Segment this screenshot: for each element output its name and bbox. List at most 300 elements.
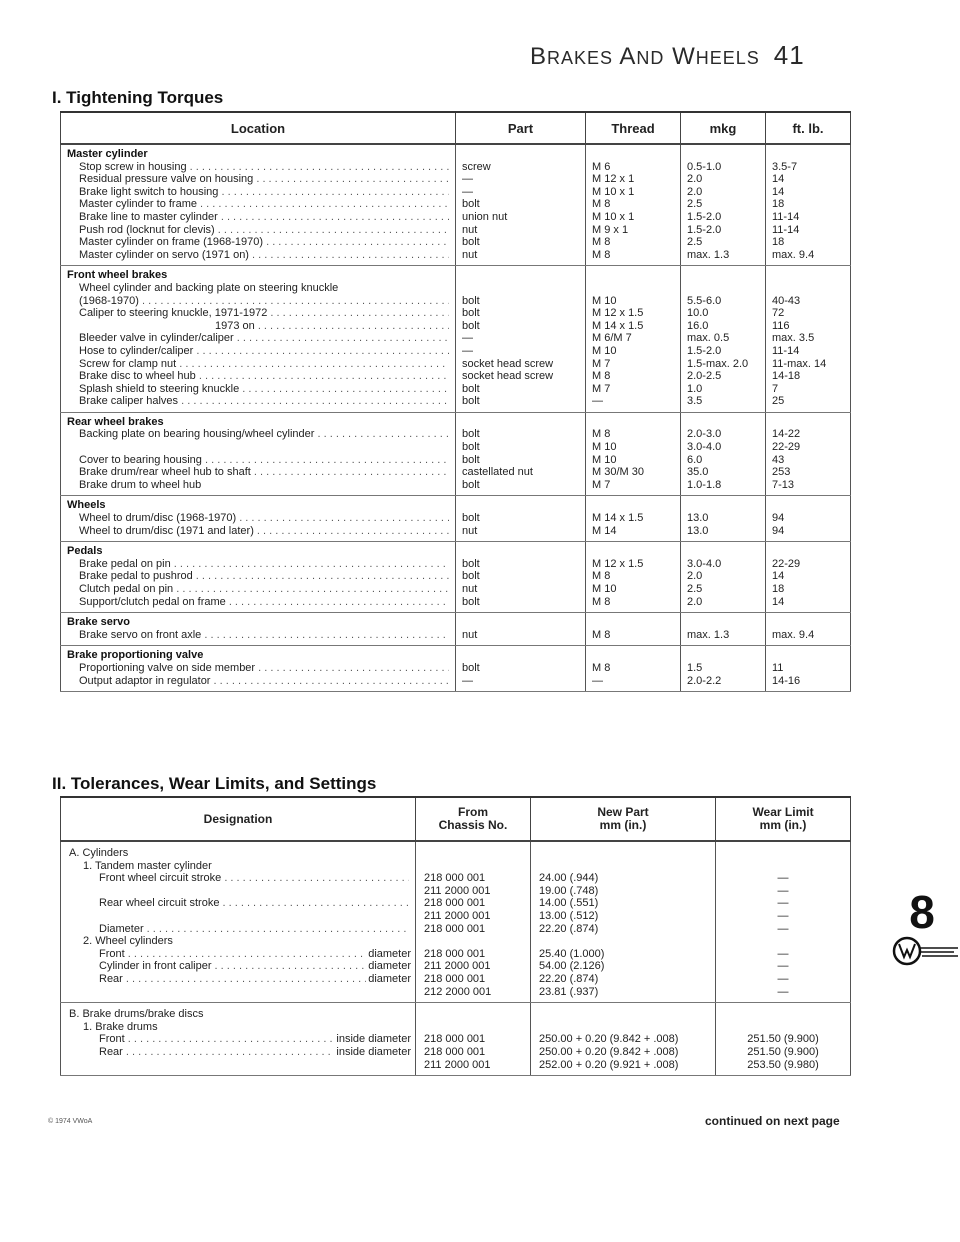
tolerance-chassis xyxy=(424,1008,530,1021)
torque-ftlb: 72 xyxy=(772,307,785,320)
torque-part: nut xyxy=(462,223,478,236)
torque-location: Brake pedal to pushrod . . . xyxy=(67,570,449,583)
cell-loc xyxy=(61,646,456,692)
torque-mkg: 1.5 xyxy=(687,661,703,674)
tolerance-newpart: 22.20 (.874) xyxy=(539,972,599,985)
copyright: © 1974 VWoA xyxy=(48,1118,93,1125)
torque-mkg: 3.0-4.0 xyxy=(687,441,722,454)
torque-ftlb: max. 9.4 xyxy=(772,248,815,261)
torque-mkg: 2.0-3.0 xyxy=(687,428,722,441)
torque-ftlb: 18 xyxy=(772,198,785,211)
torque-ftlb: max. 3.5 xyxy=(772,332,815,345)
cell-loc xyxy=(61,412,456,496)
torque-location: Master cylinder on servo (1971 on) . . . xyxy=(67,249,449,262)
torques-header-row xyxy=(61,112,851,144)
torque-ftlb: 22-29 xyxy=(772,557,801,570)
running-head xyxy=(530,40,805,71)
torque-location: Wheel to drum/disc (1971 and later) . . . xyxy=(67,525,449,538)
torque-part: union nut xyxy=(462,210,508,223)
torque-part: bolt xyxy=(462,236,480,249)
torque-location: Brake drum to wheel hub xyxy=(79,478,202,491)
cell-ftlb xyxy=(766,646,851,692)
torque-mkg: 2.0-2.2 xyxy=(687,674,722,687)
torque-part: bolt xyxy=(462,382,480,395)
torque-ftlb: 11-14 xyxy=(772,223,800,236)
torque-ftlb: 94 xyxy=(772,512,785,525)
torque-mkg: 2.0 xyxy=(687,185,703,198)
tolerance-newpart: 23.81 (.937) xyxy=(539,985,599,998)
cell-thread xyxy=(586,542,681,613)
torque-mkg: 3.5 xyxy=(687,395,703,408)
tolerance-chassis xyxy=(424,847,530,860)
torque-part: bolt xyxy=(462,395,480,408)
cell-mkg xyxy=(681,144,766,266)
cell-ftlb xyxy=(766,496,851,542)
torque-mkg: 3.0-4.0 xyxy=(687,557,722,570)
torque-ftlb: 18 xyxy=(772,236,785,249)
torque-thread: M 30/M 30 xyxy=(592,466,644,479)
cell-thread xyxy=(586,613,681,646)
cell-part xyxy=(456,613,586,646)
tolerance-wear: 253.50 (9.980) xyxy=(747,1058,819,1071)
tolerance-designation xyxy=(69,986,411,999)
torque-thread: M 14 x 1.5 xyxy=(592,319,644,332)
torque-ftlb: 116 xyxy=(772,319,790,332)
group-title: Wheels xyxy=(67,499,106,512)
torque-thread: M 8 xyxy=(592,236,611,249)
tolerance-wear: — xyxy=(777,960,789,973)
cell-part xyxy=(456,646,586,692)
torque-thread: M 10 xyxy=(592,583,617,595)
cell-mkg xyxy=(681,496,766,542)
tolerance-wear xyxy=(716,1008,850,1021)
torque-location xyxy=(67,441,449,454)
torque-ftlb xyxy=(772,282,850,295)
cell-part xyxy=(456,542,586,613)
torque-mkg: max. 1.3 xyxy=(687,248,730,261)
torque-part: screw xyxy=(462,160,491,173)
torque-part: bolt xyxy=(462,478,480,491)
cell-thread xyxy=(586,266,681,413)
tolerance-designation: Rear wheel circuit stroke . . . xyxy=(69,897,411,910)
torque-thread: M 8 xyxy=(592,198,611,211)
torque-thread: M 7 xyxy=(592,478,611,491)
torque-part: bolt xyxy=(462,294,480,307)
torque-mkg: 2.5 xyxy=(687,198,703,211)
tolerance-newpart: 22.20 (.874) xyxy=(539,922,599,935)
col-mkg: mkg xyxy=(681,112,766,144)
torque-location: Output adaptor in regulator . . . xyxy=(67,675,449,688)
tolerance-wear: 251.50 (9.900) xyxy=(747,1033,819,1046)
page-number: 41 xyxy=(773,40,805,70)
torque-location: Master cylinder to frame . . . xyxy=(67,198,449,211)
torque-location: Wheel to drum/disc (1968-1970) . . . xyxy=(67,512,449,525)
torque-mkg: 2.0-2.5 xyxy=(687,370,722,383)
torque-location: (1968-1970) . . . xyxy=(67,295,449,308)
chapter-number: 8 xyxy=(909,886,935,938)
section-title-tolerances: II. Tolerances, Wear Limits, and Settings xyxy=(52,774,377,793)
torque-location: Splash shield to steering knuckle . . . xyxy=(67,383,449,396)
tolerance-designation: B. Brake drums/brake discs xyxy=(69,1008,204,1021)
torque-thread: M 6 xyxy=(592,160,611,173)
col-designation: Designation xyxy=(61,797,416,841)
torque-group xyxy=(61,613,851,646)
cell-mkg xyxy=(681,266,766,413)
torque-thread: M 10 xyxy=(592,453,617,466)
torque-thread: M 8 xyxy=(592,595,611,608)
torque-ftlb: 14 xyxy=(772,570,785,583)
torque-mkg: 2.5 xyxy=(687,236,703,249)
torque-thread: M 12 x 1.5 xyxy=(592,307,644,320)
torque-part xyxy=(462,282,585,295)
torque-mkg: 2.0 xyxy=(687,173,703,186)
torque-thread: M 9 x 1 xyxy=(592,223,629,236)
torque-ftlb: 7 xyxy=(772,382,779,395)
cell-thread xyxy=(586,496,681,542)
torque-part: bolt xyxy=(462,198,480,211)
torque-location: Stop screw in housing . . . xyxy=(67,161,449,174)
col-thread: Thread xyxy=(586,112,681,144)
cell-newpart xyxy=(531,841,716,1003)
torque-ftlb: 14-16 xyxy=(772,674,801,687)
torque-part: nut xyxy=(462,248,478,261)
chapter-title: BRAKES AND WHEELS xyxy=(530,43,760,70)
tolerance-chassis: 211 2000 001 xyxy=(424,960,491,973)
tolerance-designation xyxy=(69,885,411,898)
cell-mkg xyxy=(681,646,766,692)
tolerance-wear: — xyxy=(777,972,789,985)
tolerances-header-row xyxy=(61,797,851,841)
tolerance-designation xyxy=(69,910,411,923)
torque-part: bolt xyxy=(462,512,480,525)
tolerance-designation: Front wheel circuit stroke . . . xyxy=(69,872,411,885)
torque-thread: M 8 xyxy=(592,570,611,583)
torque-location: Caliper to steering knuckle, 1971-1972 . . . xyxy=(67,307,449,320)
tolerance-chassis xyxy=(424,1021,530,1034)
torque-part: — xyxy=(462,332,473,345)
torque-ftlb: 40-43 xyxy=(772,294,801,307)
continued-note: continued on next page xyxy=(705,1114,840,1128)
torque-mkg: 1.0-1.8 xyxy=(687,478,722,491)
cell-ftlb xyxy=(766,412,851,496)
torque-thread: M 14 xyxy=(592,524,617,537)
col-from-chassis: From Chassis No. xyxy=(416,797,531,841)
torque-part: — xyxy=(462,344,473,357)
col-part: Part xyxy=(456,112,586,144)
torque-location: Residual pressure valve on housing . . . xyxy=(67,173,449,186)
section-title-torques: I. Tightening Torques xyxy=(52,88,224,107)
torque-mkg: 5.5-6.0 xyxy=(687,294,722,307)
torque-location: Brake disc to wheel hub . . . xyxy=(67,370,449,383)
cell-loc xyxy=(61,496,456,542)
group-title: Brake servo xyxy=(67,616,130,629)
torque-location: Brake caliper halves . . . xyxy=(67,395,449,408)
tolerance-wear: — xyxy=(777,947,789,960)
torque-part: bolt xyxy=(462,319,480,332)
torque-part: — xyxy=(462,674,473,687)
tolerance-newpart xyxy=(539,1008,715,1021)
torque-mkg: 2.0 xyxy=(687,595,703,608)
torque-ftlb: 14 xyxy=(772,173,785,186)
cell-wear xyxy=(716,841,851,1003)
torque-mkg: 1.5-2.0 xyxy=(687,210,722,223)
tolerance-wear xyxy=(716,860,850,873)
torque-thread: M 10 xyxy=(592,294,617,307)
tolerance-wear: 251.50 (9.900) xyxy=(747,1045,819,1058)
torque-part: nut xyxy=(462,628,478,641)
tolerance-designation: Front . . . inside diameter xyxy=(69,1033,411,1046)
torque-group xyxy=(61,266,851,413)
torque-thread: M 10 x 1 xyxy=(592,185,635,198)
tolerance-chassis: 218 000 001 xyxy=(424,1033,486,1046)
torque-mkg: 1.5-max. 2.0 xyxy=(687,357,749,370)
torque-thread: M 10 xyxy=(592,441,617,454)
torque-part: socket head screw xyxy=(462,370,554,383)
torque-part: bolt xyxy=(462,428,480,441)
torque-part: bolt xyxy=(462,307,480,320)
tolerance-newpart xyxy=(539,847,715,860)
torque-thread: M 8 xyxy=(592,661,611,674)
torque-thread: M 12 x 1.5 xyxy=(592,557,644,570)
tolerance-designation: 1. Brake drums xyxy=(83,1020,158,1033)
torque-mkg: max. 1.3 xyxy=(687,628,730,641)
cell-newpart xyxy=(531,1003,716,1076)
torque-group xyxy=(61,646,851,692)
torque-thread xyxy=(592,282,680,295)
cell-chassis xyxy=(416,841,531,1003)
tolerance-group xyxy=(61,841,851,1003)
tolerance-designation: 1. Tandem master cylinder xyxy=(83,859,212,872)
torque-ftlb: 25 xyxy=(772,395,785,408)
torque-ftlb: 22-29 xyxy=(772,441,801,454)
vw-logo-icon xyxy=(892,936,960,971)
chapter-tab xyxy=(884,886,960,971)
torque-mkg: 1.5-2.0 xyxy=(687,223,722,236)
cell-ftlb xyxy=(766,613,851,646)
tolerance-designation: Cylinder in front caliper . . . diameter xyxy=(69,960,411,973)
torque-thread: M 8 xyxy=(592,370,611,383)
torque-part: bolt xyxy=(462,557,480,570)
cell-wear xyxy=(716,1003,851,1076)
torque-ftlb: 11 xyxy=(772,661,784,674)
torque-ftlb: 14-22 xyxy=(772,428,801,441)
torque-thread: M 12 x 1 xyxy=(592,173,635,186)
tolerances-table xyxy=(60,796,851,1076)
torque-part: bolt xyxy=(462,570,480,583)
torque-thread: M 8 xyxy=(592,248,611,261)
torque-mkg: 13.0 xyxy=(687,524,709,537)
tolerance-newpart: 25.40 (1.000) xyxy=(539,947,605,960)
tolerance-chassis xyxy=(424,860,530,873)
cell-loc xyxy=(61,613,456,646)
tolerance-wear xyxy=(716,935,850,948)
torque-group xyxy=(61,496,851,542)
torque-mkg: 16.0 xyxy=(687,319,709,332)
tolerance-designation: 2. Wheel cylinders xyxy=(83,935,173,948)
torque-group xyxy=(61,542,851,613)
torque-location: Wheel cylinder and backing plate on steering knuckle xyxy=(79,281,339,294)
tolerance-wear: — xyxy=(777,985,789,998)
tolerance-chassis: 218 000 001 xyxy=(424,947,486,960)
cell-ftlb xyxy=(766,542,851,613)
tolerance-newpart xyxy=(539,935,715,948)
tolerance-chassis: 218 000 001 xyxy=(424,922,486,935)
torque-location: Backing plate on bearing housing/wheel cylinder . . . xyxy=(67,428,449,441)
torque-thread: M 8 xyxy=(592,428,611,441)
torque-thread: M 14 x 1.5 xyxy=(592,512,644,525)
torque-ftlb: 18 xyxy=(772,583,785,595)
torque-thread: M 7 xyxy=(592,382,611,395)
col-ftlb: ft. lb. xyxy=(766,112,851,144)
cell-designation xyxy=(61,1003,416,1076)
torque-ftlb: 94 xyxy=(772,524,785,537)
tolerance-designation: A. Cylinders xyxy=(69,847,129,859)
tolerance-newpart: 250.00 + 0.20 (9.842 + .008) xyxy=(539,1045,679,1058)
torque-part: socket head screw xyxy=(462,357,554,370)
col-new-part: New Part mm (in.) xyxy=(531,797,716,841)
cell-mkg xyxy=(681,613,766,646)
torque-mkg: 1.5-2.0 xyxy=(687,344,722,357)
tolerance-newpart xyxy=(539,860,715,873)
torque-location: Screw for clamp nut . . . xyxy=(67,358,449,371)
tolerance-newpart: 250.00 + 0.20 (9.842 + .008) xyxy=(539,1033,679,1046)
torque-mkg: 0.5-1.0 xyxy=(687,160,722,173)
cell-loc xyxy=(61,266,456,413)
torque-ftlb: 14 xyxy=(772,185,785,198)
torque-thread: M 6/M 7 xyxy=(592,332,632,345)
torque-ftlb: 11-14 xyxy=(772,210,800,223)
torque-part: nut xyxy=(462,583,478,595)
torque-thread: M 10 x 1 xyxy=(592,210,635,223)
torque-part: bolt xyxy=(462,661,480,674)
torque-mkg: 35.0 xyxy=(687,466,709,479)
cell-loc xyxy=(61,144,456,266)
tolerance-chassis: 211 2000 001 xyxy=(424,884,491,897)
torque-location: Master cylinder on frame (1968-1970) . . . xyxy=(67,236,449,249)
tolerance-newpart: 24.00 (.944) xyxy=(539,872,599,885)
torque-part: castellated nut xyxy=(462,466,533,479)
tolerance-designation: Rear . . . diameter xyxy=(69,973,411,986)
tolerance-designation: Rear . . . inside diameter xyxy=(69,1046,411,1059)
torque-mkg: 10.0 xyxy=(687,307,709,320)
torque-location: Brake drum/rear wheel hub to shaft . . . xyxy=(67,466,449,479)
tolerance-newpart: 19.00 (.748) xyxy=(539,884,599,897)
torque-thread: M 8 xyxy=(592,628,611,641)
torque-mkg: 13.0 xyxy=(687,512,709,525)
torque-ftlb: 11-max. 14 xyxy=(772,357,827,370)
tolerance-designation: Diameter . . . xyxy=(69,923,411,936)
tolerance-newpart xyxy=(539,1021,715,1034)
torque-ftlb: 11-14 xyxy=(772,344,800,357)
torque-location: Push rod (locknut for clevis) . . . xyxy=(67,224,449,237)
torque-ftlb: 3.5-7 xyxy=(772,160,798,173)
torque-part: bolt xyxy=(462,453,480,466)
cell-mkg xyxy=(681,542,766,613)
tolerance-chassis: 211 2000 001 xyxy=(424,909,491,922)
torque-ftlb: 7-13 xyxy=(772,478,795,491)
cell-part xyxy=(456,412,586,496)
tolerance-chassis: 212 2000 001 xyxy=(424,985,492,998)
torque-group xyxy=(61,144,851,266)
tolerance-designation: Front . . . diameter xyxy=(69,948,411,961)
torque-ftlb: 253 xyxy=(772,466,791,479)
cell-part xyxy=(456,496,586,542)
tolerance-chassis: 218 000 001 xyxy=(424,1045,486,1058)
tolerance-chassis: 211 2000 001 xyxy=(424,1058,491,1071)
cell-loc xyxy=(61,542,456,613)
tolerance-chassis: 218 000 001 xyxy=(424,897,486,910)
tolerance-wear: — xyxy=(777,897,789,910)
torque-part: nut xyxy=(462,524,478,537)
torque-location: Brake light switch to housing . . . xyxy=(67,186,449,199)
cell-ftlb xyxy=(766,266,851,413)
torque-location: 1973 on . . . xyxy=(67,320,449,333)
torques-table xyxy=(60,111,851,692)
tolerance-wear xyxy=(716,847,850,860)
torque-location: Hose to cylinder/caliper . . . xyxy=(67,345,449,358)
torque-mkg: 2.0 xyxy=(687,570,703,583)
torque-part: — xyxy=(462,173,473,186)
torque-location: Brake line to master cylinder . . . xyxy=(67,211,449,224)
col-location: Location xyxy=(61,112,456,144)
group-title: Front wheel brakes xyxy=(67,269,168,282)
cell-chassis xyxy=(416,1003,531,1076)
torque-part: — xyxy=(462,185,473,198)
tolerance-newpart: 13.00 (.512) xyxy=(539,909,599,922)
torque-thread: M 7 xyxy=(592,357,611,370)
cell-designation xyxy=(61,841,416,1003)
torque-ftlb: 14 xyxy=(772,595,785,608)
torque-thread: — xyxy=(592,395,603,408)
group-title: Brake proportioning valve xyxy=(67,649,204,662)
cell-thread xyxy=(586,412,681,496)
tolerance-group xyxy=(61,1003,851,1076)
tolerance-wear: — xyxy=(777,909,789,922)
cell-thread xyxy=(586,646,681,692)
torque-group xyxy=(61,412,851,496)
torque-ftlb: 14-18 xyxy=(772,370,801,383)
cell-ftlb xyxy=(766,144,851,266)
torque-location: Support/clutch pedal on frame . . . xyxy=(67,596,449,609)
tolerance-newpart: 14.00 (.551) xyxy=(539,897,599,910)
torque-mkg: max. 0.5 xyxy=(687,332,730,345)
tolerance-wear: — xyxy=(777,922,789,935)
torque-part: bolt xyxy=(462,441,480,454)
cell-thread xyxy=(586,144,681,266)
group-title: Master cylinder xyxy=(67,148,148,160)
torque-location: Clutch pedal on pin . . . xyxy=(67,583,449,596)
cell-part xyxy=(456,266,586,413)
torque-location: Proportioning valve on side member . . . xyxy=(67,662,449,675)
torque-location: Bleeder valve in cylinder/caliper . . . xyxy=(67,332,449,345)
torque-ftlb: 43 xyxy=(772,453,785,466)
tolerance-chassis: 218 000 001 xyxy=(424,872,486,885)
torque-mkg: 6.0 xyxy=(687,453,703,466)
cell-part xyxy=(456,144,586,266)
group-title: Pedals xyxy=(67,545,103,558)
col-wear-limit: Wear Limit mm (in.) xyxy=(716,797,851,841)
torque-mkg: 2.5 xyxy=(687,583,703,595)
torque-part: bolt xyxy=(462,595,480,608)
torque-thread: M 10 xyxy=(592,344,617,357)
tolerance-chassis: 218 000 001 xyxy=(424,972,486,985)
tolerance-designation xyxy=(69,1059,411,1072)
torque-location: Brake servo on front axle . . . xyxy=(67,629,449,642)
tolerance-wear xyxy=(716,1021,850,1034)
torque-thread: — xyxy=(592,674,603,687)
tolerance-wear: — xyxy=(777,872,789,885)
torque-mkg xyxy=(687,282,765,295)
